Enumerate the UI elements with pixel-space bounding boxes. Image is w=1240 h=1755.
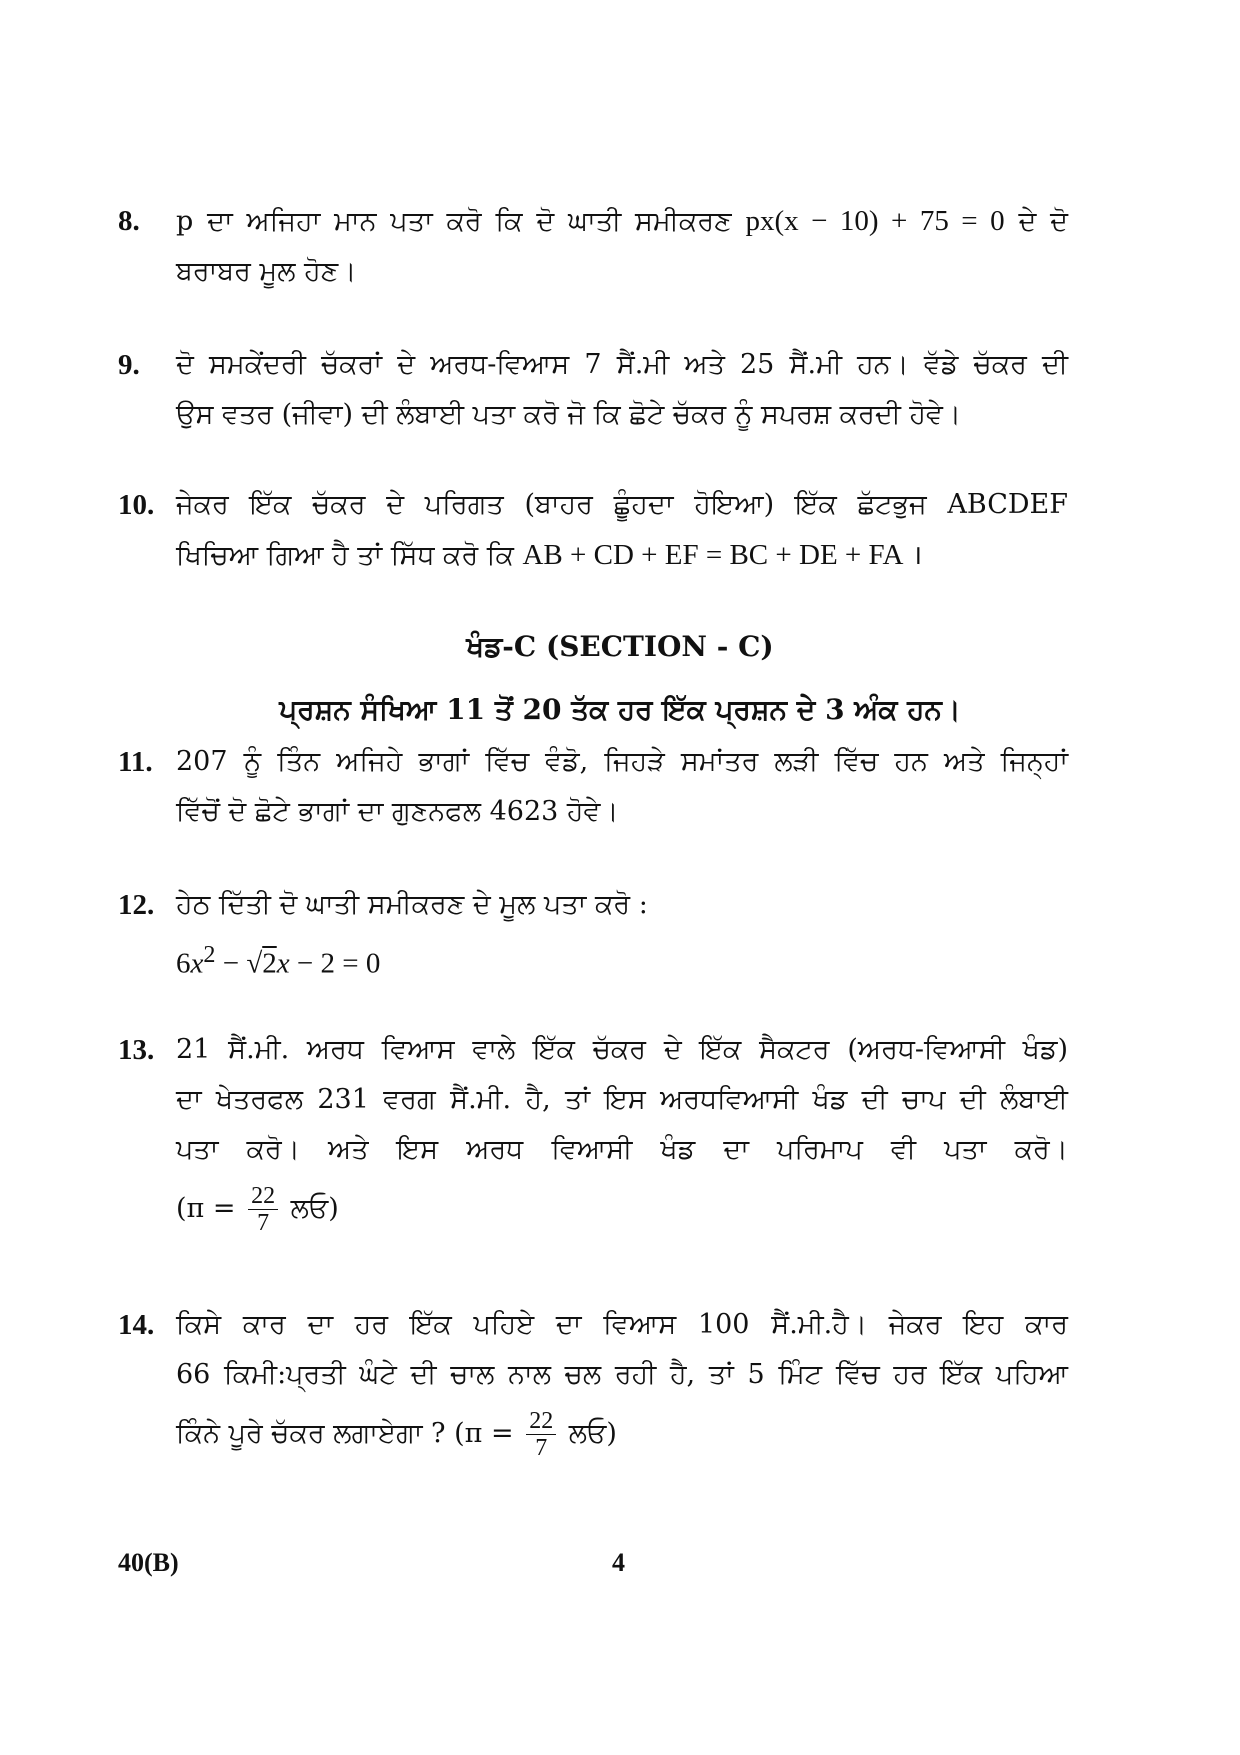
question-line: 66 ਕਿਮੀ:ਪ੍ਰਤੀ ਘੰਟੇ ਦੀ ਚਾਲ ਨਾਲ ਚਲ ਰਹੀ ਹੈ, ਤਾਂ 5 ਮਿੰਟ ਵਿੱਚ ਹਰ ਇੱਕ ਪਹਿਆ <box>176 1359 1068 1390</box>
eq-radicand: 2 <box>262 947 277 980</box>
question-line: 21 ਸੈਂ.ਮੀ. ਅਰਧ ਵਿਆਸ ਵਾਲੇ ਇੱਕ ਚੱਕਰ ਦੇ ਇੱਕ ਸੈਕਟਰ (ਅਰਧ-ਵਿਆਸੀ ਖੰਡ) <box>176 1034 1068 1065</box>
eq-var: x <box>190 947 204 980</box>
question-text: ਲਓ) <box>290 1193 339 1224</box>
question-line: ਉਸ ਵਤਰ (ਜੀਵਾ) ਦੀ ਲੰਬਾਈ ਪਤਾ ਕਰੋ ਜੋ ਕਿ ਛੋਟੇ ਚੱਕਰ ਨੂੰ ਸਪਰਸ਼ ਕਰਦੀ ਹੋਵੇ। <box>176 399 962 430</box>
page-number: 4 <box>612 1548 625 1577</box>
question-text: ਖਿਚਿਆ ਗਿਆ ਹੈ ਤਾਂ ਸਿੱਧ ਕਰੋ ਕਿ <box>176 540 514 571</box>
question-line: ਕਿਸੇ ਕਾਰ ਦਾ ਹਰ ਇੱਕ ਪਹਿਏ ਦਾ ਵਿਆਸ 100 ਸੈਂ.ਮੀ.ਹੈ। ਜੇਕਰ ਇਹ ਕਾਰ <box>176 1309 1068 1340</box>
question-line: ਪਤਾ ਕਰੋ। ਅਤੇ ਇਸ ਅਰਧ ਵਿਆਸੀ ਖੰਡ ਦਾ ਪਰਿਮਾਪ ਵੀ ਪਤਾ ਕਰੋ। <box>176 1134 1068 1165</box>
question-number: 9. <box>118 349 140 381</box>
question-line: ਦੋ ਸਮਕੇਂਦਰੀ ਚੱਕਰਾਂ ਦੇ ਅਰਧ-ਵਿਆਸ 7 ਸੈਂ.ਮੀ ਅਤੇ 25 ਸੈਂ.ਮੀ ਹਨ। ਵੱਡੇ ਚੱਕਰ ਦੀ <box>176 349 1068 380</box>
question-line <box>118 1183 1068 1236</box>
question-number: 14. <box>118 1309 155 1341</box>
question-text: ਲਓ) <box>568 1418 617 1449</box>
question-line: 207 ਨੂੰ ਤਿੰਨ ਅਜਿਹੇ ਭਾਗਾਂ ਵਿੱਚ ਵੰਡੋ, ਜਿਹੜੇ ਸਮਾਂਤਰ ਲੜੀ ਵਿੱਚ ਹਨ ਅਤੇ ਜਿਨ੍ਹਾਂ <box>176 746 1068 777</box>
section-title: ਖੰਡ-C (SECTION - C) <box>466 630 774 663</box>
eq-var: x <box>276 947 290 980</box>
denominator: 7 <box>535 1435 548 1461</box>
question-10 <box>118 480 1068 581</box>
question-number: 10. <box>118 489 155 521</box>
question-14 <box>118 1300 1068 1461</box>
question-11 <box>118 737 1068 837</box>
question-13 <box>118 1025 1068 1236</box>
question-line <box>118 530 1068 581</box>
equation: px(x − 10) + 75 = 0 <box>745 205 1005 237</box>
question-text: p ਦਾ ਅਜਿਹਾ ਮਾਨ ਪਤਾ ਕਰੋ ਕਿ ਦੋ ਘਾਤੀ ਸਮੀਕਰਣ <box>176 206 732 237</box>
question-number: 8. <box>118 205 140 237</box>
question-line: ਵਿੱਚੋਂ ਦੋ ਛੋਟੇ ਭਾਗਾਂ ਦਾ ਗੁਣਨਫਲ 4623 ਹੋਵੇ। <box>176 796 619 827</box>
question-number: 13. <box>118 1034 155 1066</box>
question-line <box>118 196 1068 247</box>
eq-exp: 2 <box>203 941 216 968</box>
numerator: 22 <box>526 1408 556 1435</box>
question-text: ਕਿੰਨੇ ਪੂਰੇ ਚੱਕਰ ਲਗਾਏਗਾ ? (π = <box>176 1418 514 1449</box>
question-8 <box>118 196 1068 297</box>
fraction <box>248 1183 278 1236</box>
eq-op: − <box>215 947 247 980</box>
question-text: ਦੇ ਦੋ <box>1018 206 1068 237</box>
question-number: 11. <box>118 746 153 778</box>
eq-rest: − 2 = 0 <box>289 947 381 980</box>
question-9 <box>118 340 1068 440</box>
question-line: ਹੇਠ ਦਿੱਤੀ ਦੋ ਘਾਤੀ ਸਮੀਕਰਣ ਦੇ ਮੂਲ ਪਤਾ ਕਰੋ : <box>176 889 648 920</box>
numerator: 22 <box>248 1183 278 1210</box>
question-12 <box>118 880 1068 989</box>
equation: AB + CD + EF = BC + DE + FA <box>522 539 904 571</box>
question-line: ਬਰਾਬਰ ਮੂਲ ਹੋਣ। <box>176 256 357 287</box>
eq-coef: 6 <box>176 947 191 980</box>
question-text: (π = <box>176 1193 236 1224</box>
question-line: ਦਾ ਖੇਤਰਫਲ 231 ਵਰਗ ਸੈਂ.ਮੀ. ਹੈ, ਤਾਂ ਇਸ ਅਰਧਵਿਆਸੀ ਖੰਡ ਦੀ ਚਾਪ ਦੀ ਲੰਬਾਈ <box>176 1084 1068 1115</box>
sqrt-symbol: √ <box>246 947 263 980</box>
question-text: । <box>912 540 923 571</box>
question-line <box>118 1408 1068 1461</box>
paper-code: 40(B) <box>118 1548 179 1577</box>
denominator: 7 <box>257 1210 270 1236</box>
fraction <box>526 1408 556 1461</box>
question-line: ਜੇਕਰ ਇੱਕ ਚੱਕਰ ਦੇ ਪਰਿਗਤ (ਬਾਹਰ ਛੂੰਹਦਾ ਹੋਇਆ) ਇੱਕ ਛੱਟਭੁਜ ABCDEF <box>176 489 1068 520</box>
equation <box>118 930 1068 989</box>
question-number: 12. <box>118 889 155 921</box>
section-subtitle: ਪ੍ਰਸ਼ਨ ਸੰਖਿਆ 11 ਤੋਂ 20 ਤੱਕ ਹਰ ਇੱਕ ਪ੍ਰਸ਼ਨ ਦੇ 3 ਅੰਕ ਹਨ। <box>279 693 961 726</box>
